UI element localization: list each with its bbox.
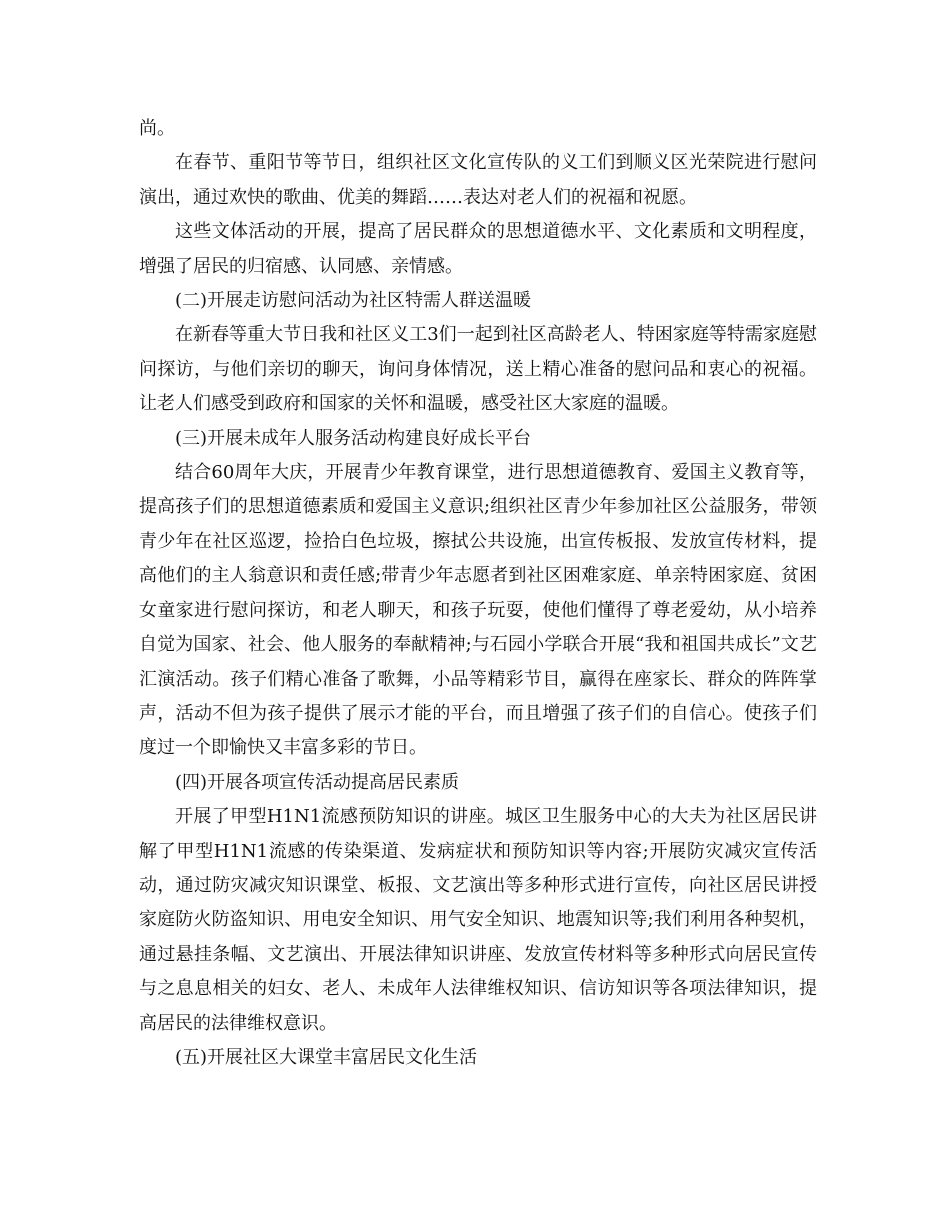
document-body [139, 112, 817, 1075]
paragraph-youth-services: 结合60周年大庆，开展青少年教育课堂，进行思想道德教育、爱国主义教育等，提高孩子们的思想道德素质和爱国主义意识;组织社区青少年参加社区公益服务，带领青少年在社区巡逻，捡拾白色垃圾，擦拭公共设施，出宣传板报、发放宣传材料，提高他们的主人翁意识和责任感;带青少年志愿者到社区困难家庭、单亲特困家庭、贫困女童家进行慰问探访，和老人聊天，和孩子玩耍，使他们懂得了尊老爱幼，从小培养自觉为国家、社会、他人服务的奉献精神;与石园小学联合开展“我和祖国共成长”文艺汇演活动。孩子们精心准备了歌舞，小品等精彩节目，赢得在座家长、群众的阵阵掌声，活动不但为孩子提供了展示才能的平台，而且增强了孩子们的自信心。使孩子们度过一个即愉快又丰富多彩的节日。 [139, 462, 817, 759]
paragraph-continuation: 尚。 [139, 118, 175, 139]
paragraph-festival-visits: 在春节、重阳节等节日，组织社区文化宣传队的义工们到顺义区光荣院进行慰问演出，通过欢快的歌曲、优美的舞蹈……表达对老人们的祝福和祝愿。 [139, 152, 817, 208]
paragraph-elderly-visits: 在新春等重大节日我和社区义工3们一起到社区高龄老人、特困家庭等特需家庭慰问探访，与他们亲切的聊天，询问身体情况，送上精心准备的慰问品和衷心的祝福。让老人们感受到政府和国家的关怀和温暖，感受社区大家庭的温暖。 [139, 324, 817, 415]
paragraph-publicity-activities: 开展了甲型H1N1流感预防知识的讲座。城区卫生服务中心的大夫为社区居民讲解了甲型H1N1流感的传染渠道、发病症状和预防知识等内容;开展防灾减灾宣传活动，通过防灾减灾知识课堂、板报、文艺演出等多种形式进行宣传，向社区居民讲授家庭防火防盗知识、用电安全知识、用气安全知识、地震知识等;我们利用各种契机，通过悬挂条幅、文艺演出、开展法律知识讲座、发放宣传材料等多种形式向居民宣传与之息息相关的妇女、老人、未成年人法律维权知识、信访知识等各项法律知识，提高居民的法律维权意识。 [139, 806, 817, 1034]
section-heading-5: (五)开展社区大课堂丰富居民文化生活 [175, 1046, 478, 1068]
section-heading-3: (三)开展未成年人服务活动构建良好成长平台 [175, 427, 532, 449]
paragraph-cultural-activities: 这些文体活动的开展，提高了居民群众的思想道德水平、文化素质和文明程度，增强了居民的归宿感、认同感、亲情感。 [139, 221, 817, 277]
section-heading-2: (二)开展走访慰问活动为社区特需人群送温暖 [175, 290, 532, 312]
section-heading-4: (四)开展各项宣传活动提高居民素质 [175, 771, 460, 793]
